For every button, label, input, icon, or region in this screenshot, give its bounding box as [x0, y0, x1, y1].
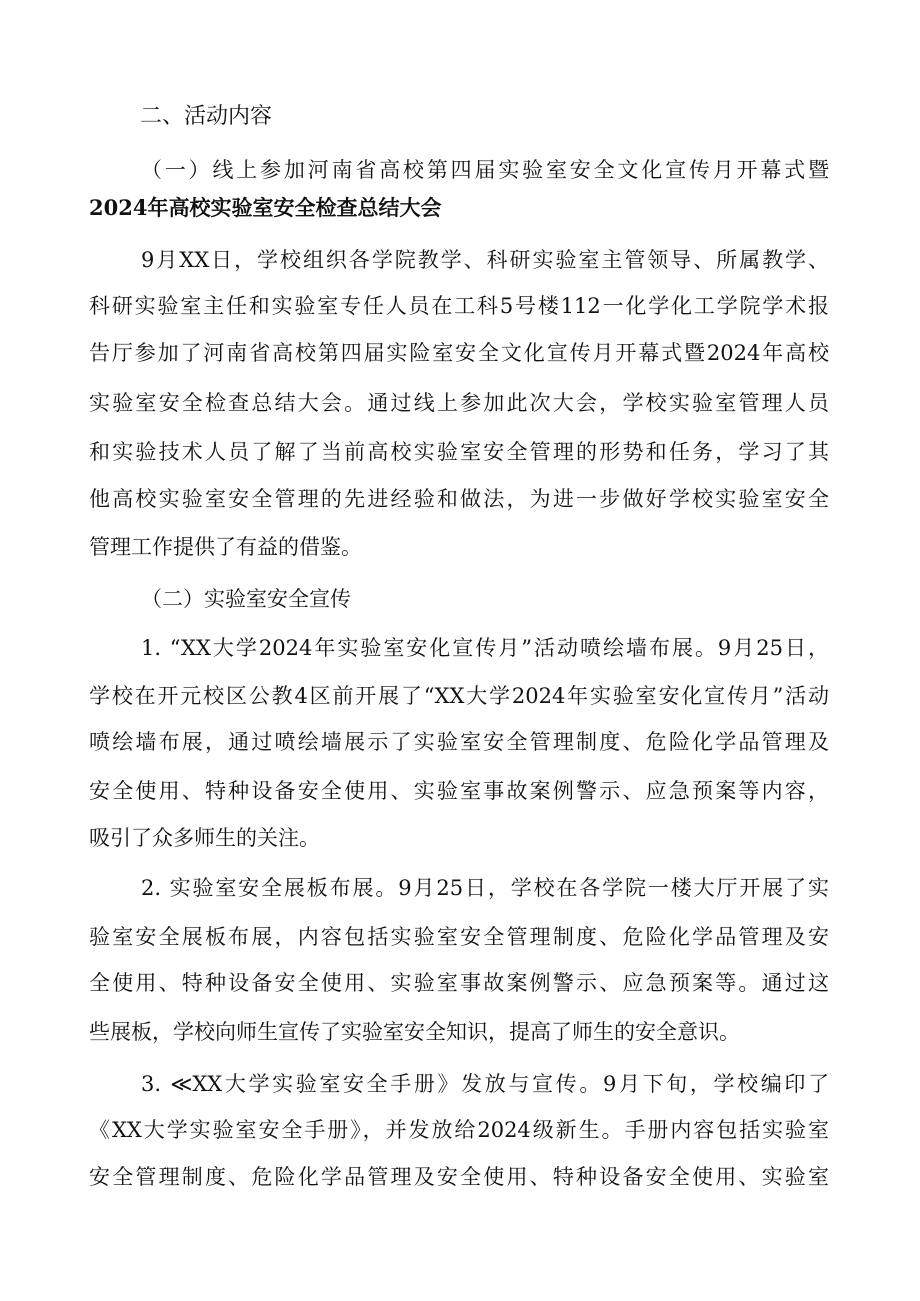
subsection-title: （二）实验室安全宣传	[141, 587, 351, 611]
paragraph-line: 实验室安全检查总结大会。通过线上参加此次大会，学校实验室管理人员	[89, 391, 829, 415]
list-item-line: 安全管理制度、危险化学品管理及安全使用、特种设备安全使用、实验室	[89, 1165, 829, 1189]
subsection-title-line: （一）线上参加河南省高校第四届实验室安全文化宣传月开幕式暨	[141, 158, 829, 182]
section-heading: 二、活动内容	[140, 104, 273, 129]
list-item-line: 3. ≪XX大学实验室安全手册》发放与宣传。9月下旬，学校编印了	[141, 1072, 829, 1096]
paragraph-line: 9月XX日，学校组织各学院教学、科研实验室主管领导、所属教学、	[141, 248, 829, 272]
paragraph-line: 告厅参加了河南省高校第四届实险室安全文化宣传月开幕式暨2024年高校	[89, 341, 829, 365]
paragraph-line: 和实验技术人员了解了当前高校实验室安全管理的形势和任务，学习了其	[89, 440, 829, 464]
paragraph-line: 科研实验室主任和实验室专任人员在工科5号楼112一化学化工学院学术报	[89, 294, 829, 318]
list-item-line: 全使用、特种设备安全使用、实验室事故案例警示、应急预案等。通过这	[89, 971, 829, 995]
list-item-line: 学校在开元校区公教4区前开展了“XX大学2024年实验室安化宣传月”活动	[89, 684, 829, 708]
paragraph-line: 他高校实验室安全管理的先进经验和做法，为进一步做好学校实验室安全	[89, 487, 829, 511]
list-item-line: 些展板，学校向师生宣传了实验室安全知识，提高了师生的安全意识。	[89, 1020, 740, 1044]
list-item-line: 吸引了众多师生的关注。	[89, 826, 320, 850]
list-item-line: 安全使用、特种设备安全使用、实验室事故案例警示、应急预案等内容，	[89, 779, 829, 803]
list-item-line: 1. “XX大学2024年实验室安化宣传月”活动喷绘墙布展。9月25日，	[141, 636, 829, 660]
subsection-title-line: 2024年高校实验室安全检查总结大会	[89, 195, 442, 220]
list-item-line: 《XX大学实验室安全手册》，并发放给2024级新生。手册内容包括实验室	[89, 1118, 829, 1142]
paragraph-line: 管理工作提供了有益的借鉴。	[89, 535, 362, 559]
list-item-line: 验室安全展板布展，内容包括实验室安全管理制度、危险化学品管理及安	[89, 925, 829, 949]
list-item-line: 喷绘墙布展，通过喷绘墙展示了实验室安全管理制度、危险化学品管理及	[89, 730, 829, 754]
list-item-line: 2. 实验室安全展板布展。9月25日，学校在各学院一楼大厅开展了实	[141, 876, 829, 900]
